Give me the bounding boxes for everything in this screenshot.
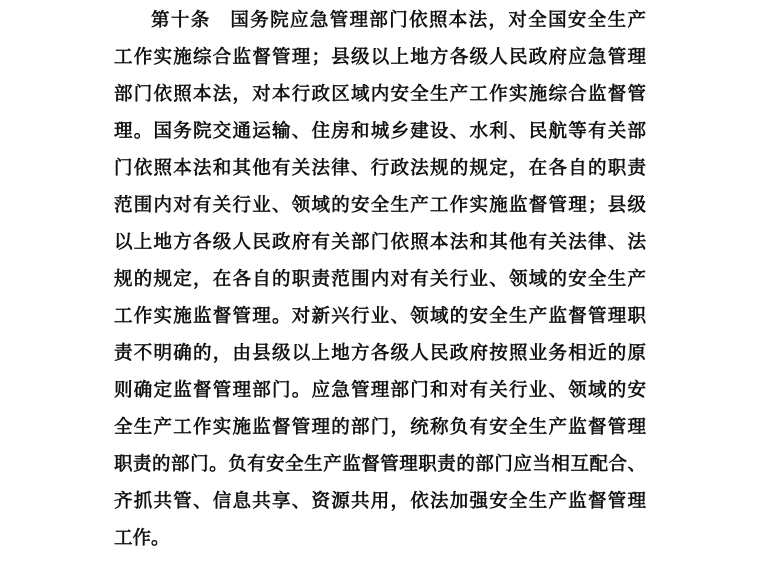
article-line-6: 范围内对有关行业、领域的安全生产工作实施监督管理；县级 (114, 195, 646, 216)
article-line-12: 全生产工作实施监督管理的部门，统称负有安全生产监督管理 (114, 417, 646, 438)
article-line-11: 则确定监督管理部门。应急管理部门和对有关行业、领域的安 (114, 380, 646, 401)
article-line-7: 以上地方各级人民政府有关部门依照本法和其他有关法律、法 (114, 232, 646, 253)
article-line-13: 职责的部门。负有安全生产监督管理职责的部门应当相互配合、 (114, 454, 646, 475)
article-line-4: 理。国务院交通运输、住房和城乡建设、水利、民航等有关部 (114, 121, 646, 142)
article-paragraph (114, 2, 646, 557)
article-line-8: 规的规定，在各自的职责范围内对有关行业、领域的安全生产 (114, 269, 646, 290)
article-line-2: 工作实施综合监督管理；县级以上地方各级人民政府应急管理 (114, 47, 646, 68)
article-line-15: 工作。 (114, 528, 170, 549)
article-line-9: 工作实施监督管理。对新兴行业、领域的安全生产监督管理职 (114, 306, 646, 327)
article-line-5: 门依照本法和其他有关法律、行政法规的规定，在各自的职责 (114, 158, 646, 179)
article-line-10: 责不明确的，由县级以上地方各级人民政府按照业务相近的原 (114, 343, 646, 364)
article-line-3: 部门依照本法，对本行政区域内安全生产工作实施综合监督管 (114, 84, 646, 105)
article-line-14: 齐抓共管、信息共享、资源共用，依法加强安全生产监督管理 (114, 491, 646, 512)
article-line-1: 第十条 国务院应急管理部门依照本法，对全国安全生产 (151, 10, 646, 31)
